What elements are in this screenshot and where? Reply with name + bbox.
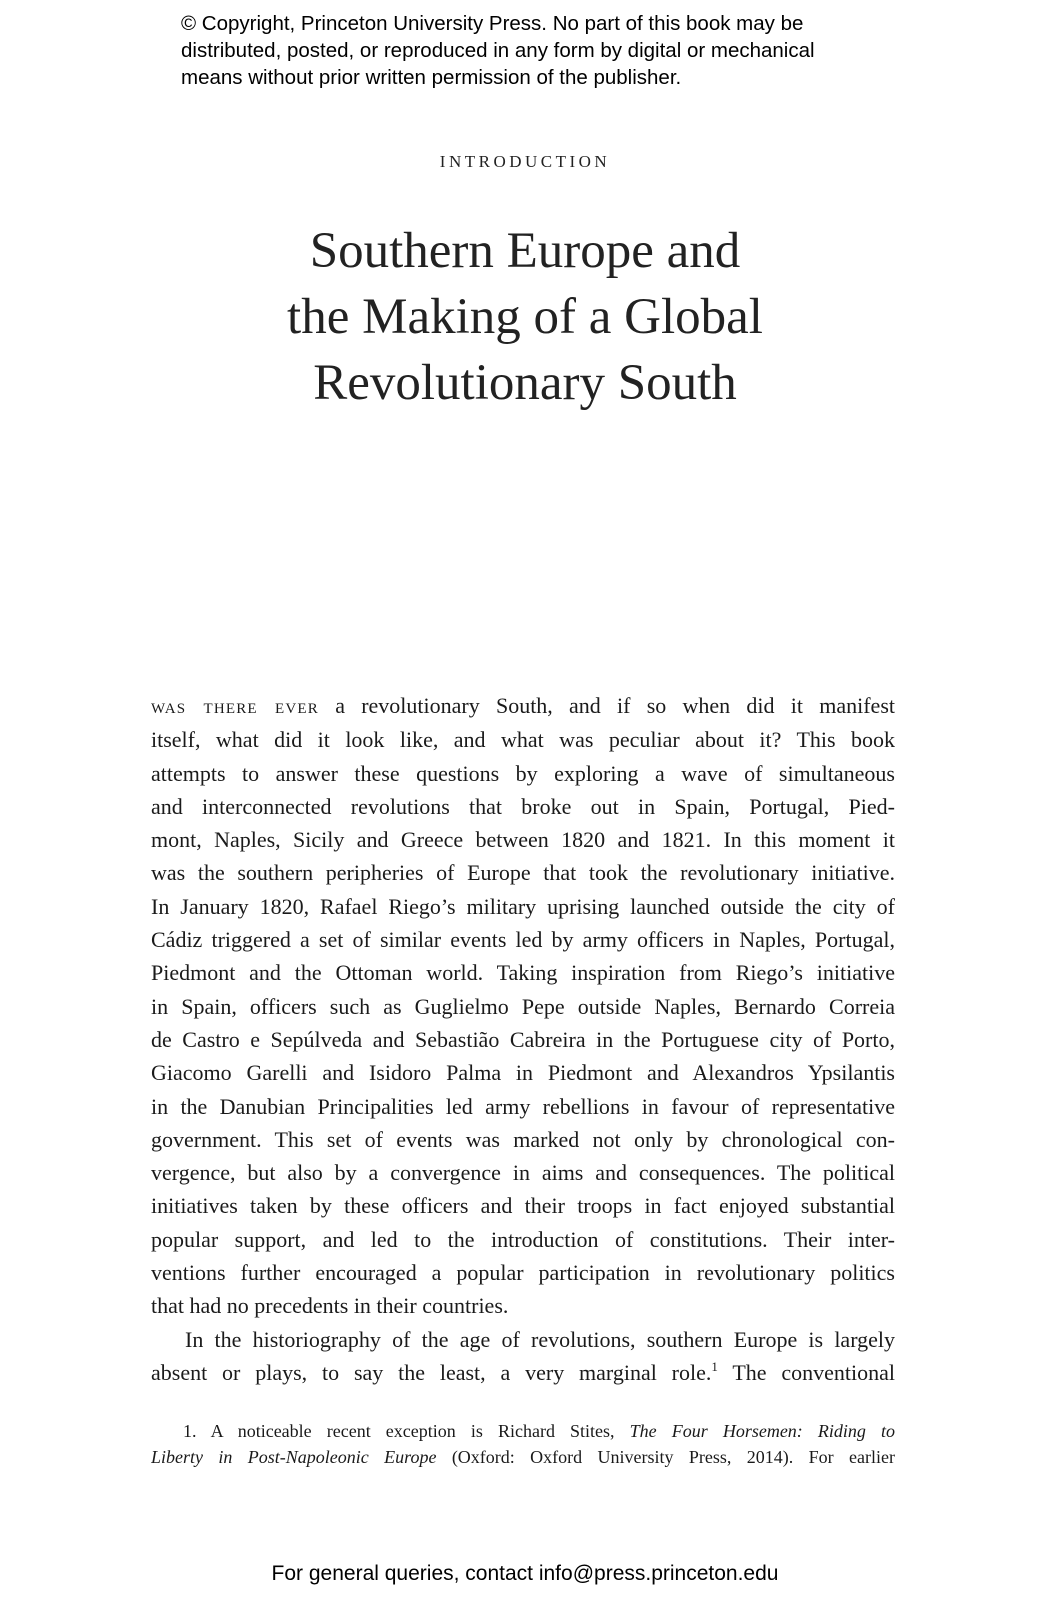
chapter-title (0, 218, 1050, 416)
copyright-notice (181, 10, 901, 91)
paragraph-line (151, 689, 895, 723)
paragraph-line: In the historiography of the age of revolutions, southern Europe is largely (185, 1326, 895, 1352)
paragraph-line: In January 1820, Rafael Riego’s military uprising launched outside the city of (151, 893, 895, 919)
chapter-label: INTRODUCTION (439, 152, 611, 171)
copyright-line: © Copyright, Princeton University Press. No part of this book may be (181, 12, 804, 35)
paragraph-text: a revolutionary South, and if so when did it manifest (318, 693, 895, 718)
chapter-title-line: Revolutionary South (313, 355, 737, 411)
paragraph-line: was the southern peripheries of Europe that took the revolutionary initiative. (151, 860, 895, 886)
paragraph-text: absent or plays, to say the least, a very marginal role. (151, 1359, 712, 1385)
paragraph-text: The conventional (717, 1359, 895, 1385)
footnote-reference[interactable]: 1 (711, 1358, 718, 1374)
paragraph-line: that had no precedents in their countries. (151, 1293, 509, 1319)
paragraph-line: government. This set of events was marked not only by chronological con- (151, 1126, 895, 1152)
paragraph-line: de Castro e Sepúlveda and Sebastião Cabreira in the Portuguese city of Porto, (151, 1026, 895, 1052)
footnote-text: 1. A noticeable recent exception is Richard Stites, (183, 1421, 630, 1441)
paragraph-line: Cádiz triggered a set of similar events led by army officers in Naples, Portugal, (151, 927, 895, 953)
paragraph-line (151, 1356, 895, 1389)
copyright-line: means without prior written permission of the publisher. (181, 66, 682, 89)
chapter-title-line: Southern Europe and (309, 223, 741, 279)
body-text (151, 689, 895, 1389)
paragraph-line: popular support, and led to the introduction of constitutions. Their inter- (151, 1226, 895, 1252)
footer-contact: For general queries, contact info@press.princeton.edu (271, 1562, 779, 1585)
paragraph-line: mont, Naples, Sicily and Greece between 1820 and 1821. In this moment it (151, 827, 895, 853)
footnote-text: (Oxford: Oxford University Press, 2014). For earlier (436, 1447, 895, 1467)
footnote (151, 1418, 895, 1470)
paragraph-line: Giacomo Garelli and Isidoro Palma in Piedmont and Alexandros Ypsilantis (151, 1060, 895, 1086)
paragraph-line: Piedmont and the Ottoman world. Taking inspiration from Riego’s initiative (151, 960, 895, 986)
footnote-book-title: Liberty in Post-Napoleonic Europe (151, 1447, 437, 1467)
paragraph-line: in Spain, officers such as Guglielmo Pepe outside Naples, Bernardo Correia (151, 993, 895, 1019)
paragraph-line: in the Danubian Principalities led army rebellions in favour of representative (151, 1093, 895, 1119)
lead-in-smallcaps: was there ever (151, 694, 319, 718)
footnote-line (151, 1418, 895, 1444)
paragraph-line: ventions further encouraged a popular participation in revolutionary politics (151, 1260, 895, 1286)
paragraph-line: itself, what did it look like, and what was peculiar about it? This book (151, 727, 895, 753)
footnote-line (151, 1444, 895, 1470)
paragraph-line: attempts to answer these questions by exploring a wave of simultaneous (151, 760, 895, 786)
footnote-book-title: The Four Horsemen: Riding to (629, 1421, 895, 1441)
copyright-line: distributed, posted, or reproduced in any form by digital or mechanical (181, 39, 815, 62)
paragraph-line: and interconnected revolutions that broke out in Spain, Portugal, Pied- (151, 793, 895, 819)
paragraph-line: initiatives taken by these officers and their troops in fact enjoyed substantial (151, 1193, 895, 1219)
paragraph-line: vergence, but also by a convergence in aims and consequences. The political (151, 1160, 895, 1186)
chapter-title-line: the Making of a Global (287, 289, 763, 345)
